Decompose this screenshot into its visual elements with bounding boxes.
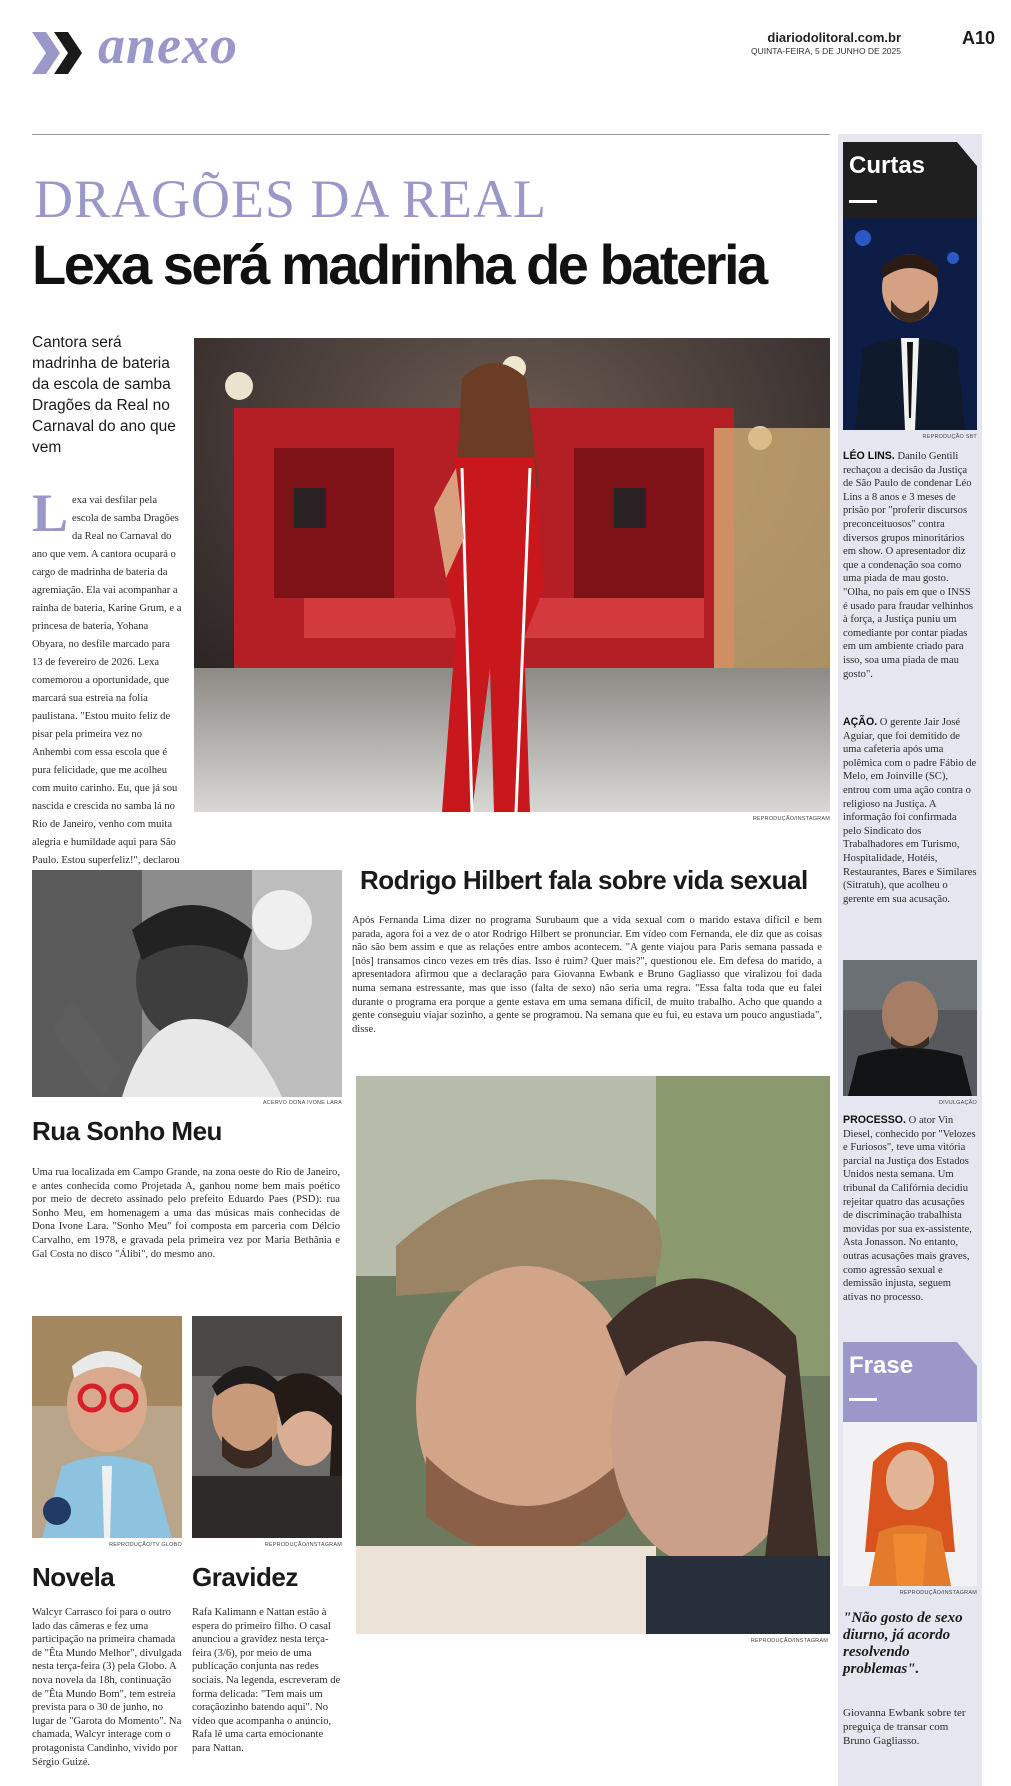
frase-quote: "Não gosto de sexo diurno, já acordo resolvendo problemas".: [843, 1610, 963, 1677]
header-rule: [32, 134, 830, 135]
lead-body-text: exa vai desfilar pela escola de samba Dragões da Real no Carnaval do ano que vem. A cantora ocupará o cargo de madrinha de bateria da agremiação. Ela vai acompanhar a rainha de bateria, Karine Grum, e a princesa de bateria, Yohana Obyara, no desfile marcado para 13 de fevereiro de 2026. Lexa comemorou a oportunidade, que marcará sua estreia na folia paulistana. "Estou muito feliz de pisar pela primeira vez no Anhembi com essa escola que é pura felicidade, que me acolheu com muito carinho. Eu, que já sou nascida e crescida no samba lá no Rio de Janeiro, venho com muita alegria e humildade aqui para São Paulo. Estou superfeliz!", declarou: [32, 495, 182, 866]
chevrons-icon: [30, 30, 88, 76]
rua-story: [32, 870, 342, 1200]
item3-text: O ator Vin Diesel, conhecido por "Velozes e Furiosos", teve uma vitória parcial na Justiça dos Estados Unidos nesta semana. Um tribunal da Califórnia decidiu rejeitar quatro das acusações de discriminação trabalhista movidas por sua ex-assistente, Asta Jonasson. No entanto, outras acusações mais graves, como agressão sexual e demissão injusta, seguem ativas no processo.: [843, 1115, 976, 1303]
curtas-title-rule: [849, 200, 877, 203]
sidebar-photo2-credit: DIVULGAÇÃO: [938, 1100, 977, 1106]
rodrigo-photo: [356, 1076, 830, 1634]
item1-label: LÉO LINS.: [843, 450, 895, 462]
sidebar: [838, 134, 982, 1786]
lexa-photo: [194, 338, 830, 812]
lead-headline: Lexa será madrinha de bateria: [32, 233, 766, 296]
sidebar-photo1-credit: REPRODUÇÃO SBT: [922, 434, 977, 440]
novela-photo-credit: REPRODUÇÃO/TV GLOBO: [109, 1542, 182, 1548]
lead-dropcap: L: [32, 483, 69, 543]
item3-label: PROCESSO.: [843, 1114, 906, 1126]
lead-kicker: DRAGÕES DA REAL: [34, 169, 548, 229]
header: [0, 0, 1011, 110]
sidebar-photo-vin-diesel: [843, 960, 977, 1096]
gravidez-story: [192, 1316, 344, 1786]
rua-headline: Rua Sonho Meu: [32, 1116, 222, 1146]
gravidez-photo-credit: REPRODUÇÃO/INSTAGRAM: [264, 1542, 342, 1548]
item2-text: O gerente Jair José Aguiar, que foi demitido de uma cafeteria após uma polêmica com o padre Fábio de Melo, em Joinville (SC), entrou com uma ação contra o religioso na Justiça. A informação foi confirmada pelo Sindicato dos Trabalhadores em Turismo, Hospitalidade, Hotéis, Restaurantes, Bares e Similares (Sitratuh), que acolheu o gerente em sua acusação.: [843, 717, 977, 905]
gravidez-photo: [192, 1316, 342, 1538]
novela-story: [32, 1316, 182, 1786]
sidebar-photo3-credit: REPRODUÇÃO/INSTAGRAM: [899, 1590, 977, 1596]
frase-title: Frase: [849, 1352, 914, 1379]
rodrigo-headline: Rodrigo Hilbert fala sobre vida sexual: [360, 865, 808, 895]
rodrigo-story: [352, 860, 830, 1786]
lead-dek: Cantora será madrinha de bateria da escola de samba Dragões da Real no Carnaval do ano que vem: [32, 334, 176, 456]
gravidez-headline: Gravidez: [192, 1562, 298, 1592]
novela-photo: [32, 1316, 182, 1538]
frase-attribution: Giovanna Ewbank sobre ter preguiça de transar com Bruno Gagliasso.: [843, 1707, 966, 1747]
frase-title-box: [843, 1342, 977, 1422]
curtas-item-acao: [843, 716, 977, 906]
rodrigo-body: Após Fernanda Lima dizer no programa Surubaum que a vida sexual com o marido estava difícil e bem parada, agora foi a vez de o ator Rodrigo Hilbert se pronunciar. Em vídeo com Fernanda, ele diz que as coisas não são bem assim e que as relações entre ambos acontecem. "A gente viajou para Paris semana passada e [nós] transamos cinco vezes em três dias. Isso é ruim? Quer mais?", questionou ele. Em defesa do marido, a apresentadora afirmou que a declaração para Giovanna Ewbank e Bruno Gagliasso que viralizou foi dada numa semana estressante, mas que isso (falta de sexo) não seria uma regra. "Essa falta toda que eu falei durante o programa era porque a gente estava em uma semana difícil, de muito trabalho. Acho que quando a gente conseguiu viajar sozinho, a gente se programou. Na semana que eu fui, eu estava um pouco angustiada", disse.: [352, 915, 822, 1035]
page-number: A10: [962, 28, 996, 48]
frase-title-rule: [849, 1398, 877, 1401]
section-title: anexo: [98, 15, 238, 75]
gravidez-body: Rafa Kalimann e Nattan estão à espera do primeiro filho. O casal anunciou a gravidez nesta terça-feira (3/6), por meio de uma publicação conjunta nas redes sociais. Na legenda, escreveram de forma delicada: "Tem mais um coraçãozinho batendo aqui". No vídeo que acompanha o anúncio, Rafa lê uma carta emocionante para Nattan.: [192, 1607, 341, 1754]
novela-body: Walcyr Carrasco foi para o outro lado das câmeras e fez uma participação na primeira chamada de "Êta Mundo Melhor", divulgada nesta terça-feira (3) pela Globo. A nova novela da 18h, continuação de "Êta Mundo Bom", tem estreia prevista para o 30 de junho, no lugar de "Garota do Momento". Na chamada, Walcyr interage com o protagonista Candinho, vivido por Sérgio Guizé.: [32, 1607, 182, 1768]
site-url[interactable]: diariodolitoral.com.br: [767, 30, 901, 45]
curtas-item-leo-lins: [843, 450, 977, 681]
curtas-title-box: [843, 142, 977, 218]
item1-text: Danilo Gentili rechaçou a decisão da Justiça de São Paulo de condenar Léo Lins a 8 anos e 3 meses de prisão por "proferir discursos preconceituosos" contra diversos grupos minoritários em show. O apresentador diz que a condenação soa como uma piada de mau gosto. "Olha, no país em que o INSS é usado para fraudar velhinhos à força, a Justiça puniu um comediante por contar piadas em um ambiente criado para isso, soa uma piada de mau gosto".: [843, 451, 974, 680]
lead-story: [32, 150, 830, 866]
edition-date: QUINTA-FEIRA, 5 DE JUNHO DE 2025: [750, 46, 901, 56]
curtas-item-processo: [843, 1114, 977, 1304]
novela-headline: Novela: [32, 1562, 115, 1592]
rua-photo: [32, 870, 342, 1097]
rua-body: Uma rua localizada em Campo Grande, na zona oeste do Rio de Janeiro, e antes conhecida como Projetada A, ganhou nome bem mais poético por meio de decreto assinado pelo prefeito Eduardo Paes (PSD): rua Sonho Meu, em homenagem a uma das músicas mais conhecidas de Dona Ivone Lara. "Sonho Meu" foi composta em parceria com Délcio Carvalho, em 1978, e gravada pela primeira vez por Maria Bethânia e Gal Costa no disco "Álibi", do mesmo ano.: [32, 1167, 340, 1260]
sidebar-photo-gentili: [843, 218, 977, 430]
rodrigo-photo-credit: REPRODUÇÃO/INSTAGRAM: [750, 1638, 828, 1644]
lexa-photo-credit: REPRODUÇÃO/INSTAGRAM: [752, 816, 830, 822]
lead-body: [32, 483, 182, 886]
curtas-title: Curtas: [849, 152, 926, 179]
rua-photo-credit: ACERVO DONA IVONE LARA: [262, 1100, 342, 1106]
item2-label: AÇÃO.: [843, 716, 878, 728]
sidebar-photo-giovanna: [843, 1422, 977, 1586]
